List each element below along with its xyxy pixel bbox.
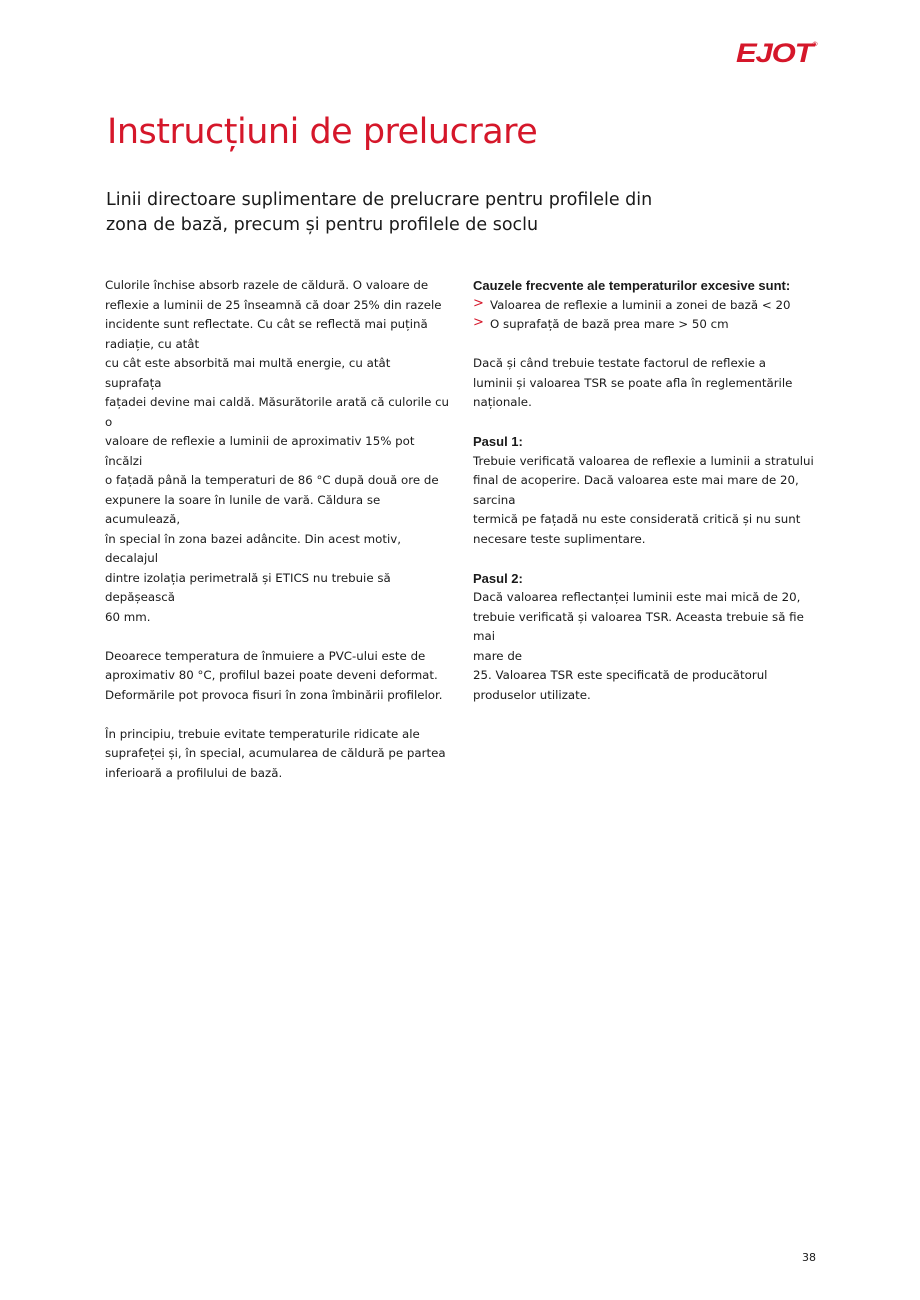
page-number: 38 — [802, 1251, 816, 1264]
list-item — [473, 296, 823, 316]
chevron-right-icon: > — [473, 315, 484, 330]
step2-text: Dacă valoarea reflectanței luminii este mai mică de 20, trebuie verificată și valoarea TSR. Aceasta trebuie să fie mai mare de 25. Valoarea TSR este specificată de producătorul produselor utilizate. — [473, 590, 804, 702]
paragraph-heat-absorption: Culorile închise absorb razele de căldură. O valoare de reflexie a luminii de 25 înseamnă că doar 25% din razele incidente sunt reflectate. Cu cât se reflectă mai puțină radiație, cu atât cu cât este absorbită mai multă energie, cu atât suprafața fațadei devine mai caldă. Măsurătorile arată că culorile cu o valoare de reflexie a luminii de aproximativ 15% pot încălzi o fațadă până la temperaturi de 86 °C după două ore de expunere la soare în lunile de vară. Căldura se acumulează, în special în zona bazei adâncite. Din acest motiv, decalajul dintre izolația perimetrală și ETICS nu trebuie să depășească 60 mm. — [105, 278, 450, 624]
paragraph-pvc-softening: Deoarece temperatura de înmuiere a PVC-ului este de aproximativ 80 °C, profilul bazei poate deveni deformat. Deformările pot provoca fisuri în zona îmbinării profilelor. — [105, 648, 443, 702]
paragraph-avoid-heat: În principiu, trebuie evitate temperaturile ridicate ale suprafeței și, în special, acumularea de căldură pe partea inferioară a profilului de bază. — [105, 726, 446, 780]
logo-text: EJOT — [736, 38, 813, 68]
right-column — [473, 276, 823, 725]
step2-heading: Pasul 2: — [473, 570, 523, 586]
causes-list — [473, 296, 823, 335]
step1-heading: Pasul 1: — [473, 434, 523, 449]
chevron-right-icon: > — [473, 295, 484, 311]
ejot-logo — [736, 38, 816, 69]
paragraph-regulations: Dacă și când trebuie testate factorul de reflexie a luminii și valoarea TSR se poate afla în reglementările naționale. — [473, 356, 793, 409]
cause-text: Valoarea de reflexie a luminii a zonei de bază < 20 — [490, 297, 791, 312]
list-item — [473, 315, 823, 335]
registered-mark: ® — [812, 42, 817, 48]
cause-text: O suprafață de bază prea mare > 50 cm — [490, 317, 729, 331]
page-subtitle: Linii directoare suplimentare de prelucrare pentru profilele din zona de bază, precum și pentru profilele de soclu — [106, 190, 653, 235]
step1-text: Trebuie verificată valoarea de reflexie a luminii a stratului final de acoperire. Dacă valoarea este mai mare de 20, sarcina termică pe fațadă nu este considerată critică și nu sunt necesare teste suplimentare. — [473, 453, 814, 546]
left-column — [105, 276, 450, 803]
page-title: Instrucțiuni de prelucrare — [107, 112, 538, 152]
causes-heading: Cauzele frecvente ale temperaturilor excesive sunt: — [473, 278, 791, 293]
